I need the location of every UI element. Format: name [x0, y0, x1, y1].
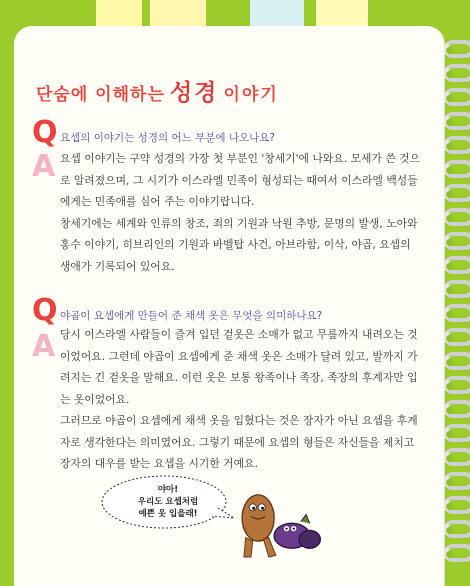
- binding-ring: [444, 328, 470, 346]
- binding-ring: [444, 112, 470, 130]
- binding-ring: [444, 496, 470, 514]
- binding-ring: [444, 184, 470, 202]
- answer-body: [60, 148, 424, 277]
- answer-letter: A: [32, 149, 56, 184]
- title-part-3: 이야기: [223, 85, 279, 105]
- binding-ring: [444, 448, 470, 466]
- binding-ring: [444, 400, 470, 418]
- question-text: 야곱이 요셉에게 만들어 준 채색 옷은 무엇을 의미하나요?: [60, 310, 323, 322]
- title-part-2: 성경: [169, 80, 219, 106]
- binding-ring: [444, 88, 470, 106]
- title-part-1: 단숨에 이해하는: [36, 85, 165, 105]
- bubble-line: 우리도 요셉처럼: [137, 497, 199, 507]
- binding-ring: [444, 136, 470, 154]
- spiral-binding: [440, 40, 470, 586]
- question-text: 요셉의 이야기는 성경의 어느 부분에 나오나요?: [60, 132, 275, 144]
- answer-letter: A: [32, 329, 56, 364]
- bubble-line: 야아!: [157, 485, 179, 495]
- answer-paragraph: 창세기에는 세계와 인류의 창조, 죄의 기원과 낙원 추방, 문명의 발생, 노아와 홍수 이야기, 히브리인의 기원과 바벨탑 사건, 아브라함, 이삭, 야곱, 요셉의 생애가 기록되어 있어요.: [60, 216, 418, 273]
- binding-ring: [444, 64, 470, 82]
- question-letter: Q: [32, 115, 58, 150]
- binding-ring: [444, 304, 470, 322]
- notebook-page: [14, 26, 444, 586]
- question-letter: Q: [32, 293, 58, 328]
- cartoon-characters-illustration: [238, 486, 328, 566]
- binding-ring: [444, 280, 470, 298]
- answer-paragraph: 그러므로 야곱이 요셉에게 채색 옷을 입혔다는 것은 장자가 아닌 요셉을 후계자로 생각한다는 의미였어요. 그렇기 때문에 요셉의 형들은 자신들을 제치고 장자의 대우를 받는 요셉을 시기한 거예요.: [60, 414, 418, 470]
- binding-ring: [444, 544, 470, 562]
- binding-ring: [444, 376, 470, 394]
- page-title: [36, 74, 279, 107]
- speech-bubble: [100, 472, 236, 536]
- binding-ring: [444, 208, 470, 226]
- answer-paragraph: 요셉 이야기는 구약 성경의 가장 첫 부분인 '창세기'에 나와요. 모세가 쓴 것으로 알려졌으며, 그 시기가 이스라엘 민족이 형성되는 때여서 이스라엘 백성들에게는 민족애를 심어 주는 이야기랍니다.: [60, 152, 421, 208]
- binding-ring: [444, 520, 470, 538]
- bubble-line: 예쁜 옷 입을래!: [138, 509, 198, 519]
- answer-paragraph: 당시 이스라엘 사람들이 즐겨 입던 겉옷은 소매가 없고 무릎까지 내려오는 것이었어요. 그런데 야곱이 요셉에게 준 채색 옷은 소매가 달려 있고, 발까지 가려지는 긴 겉옷을 말해요. 이런 옷은 보통 왕족이나 족장, 족장의 후계자만 입는 옷이었어요.: [60, 328, 418, 406]
- binding-ring: [444, 232, 470, 250]
- binding-ring: [444, 424, 470, 442]
- binding-ring: [444, 472, 470, 490]
- answer-body: [60, 324, 424, 475]
- binding-ring: [444, 160, 470, 178]
- binding-ring: [444, 40, 470, 58]
- binding-ring: [444, 256, 470, 274]
- binding-ring: [444, 352, 470, 370]
